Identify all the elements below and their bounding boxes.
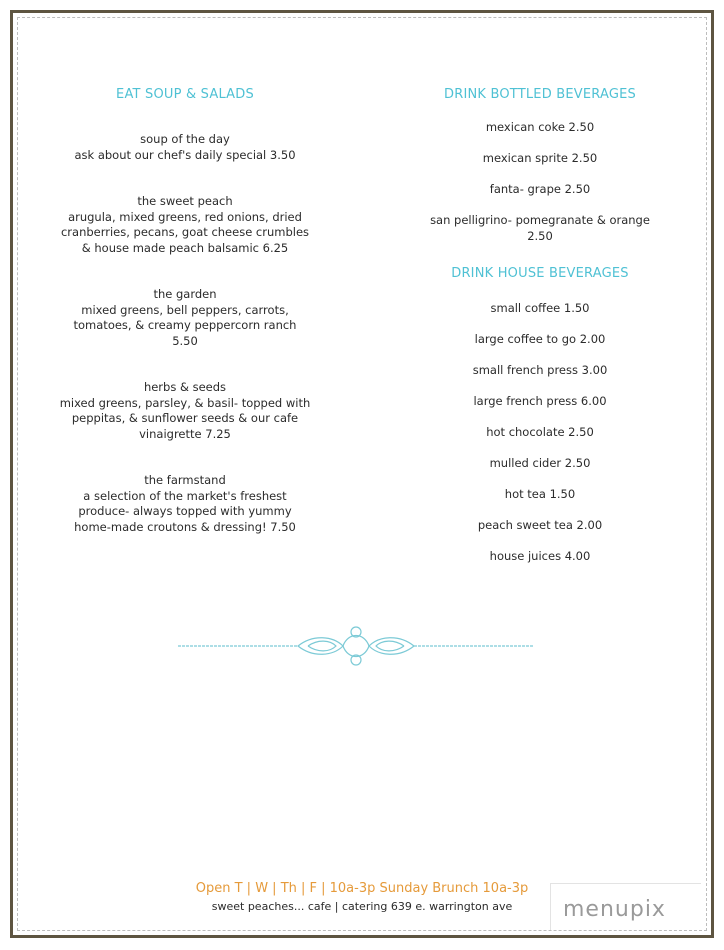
menu-item [40,194,330,256]
menu-item [400,363,680,379]
menu-item-detail: 2.50 [527,228,553,243]
menu-item-title: soup of the day [140,132,230,146]
menu-item [400,518,680,534]
menu-item-detail: mixed greens, parsley, & basil- topped with [59,395,311,410]
menu-item [400,151,680,167]
soups-salads-column [40,87,330,535]
menu-item [400,213,680,244]
menu-item [400,549,680,565]
menu-item-detail: a selection of the market's freshest [83,488,287,503]
menu-item-title: small french press 3.00 [472,363,608,377]
menu-item-detail: mixed greens, bell peppers, carrots, [81,302,289,317]
menu-item [40,380,330,442]
menu-item-title: fanta- grape 2.50 [489,182,591,196]
menu-item-title: small coffee 1.50 [490,301,590,315]
menu-item [400,394,680,410]
menu-item-title: the farmstand [144,473,226,487]
menu-item-title: peach sweet tea 2.00 [477,518,603,532]
menu-item-title: the sweet peach [137,194,233,208]
menu-item-detail: tomatoes, & creamy peppercorn ranch [73,318,297,332]
watermark-text: menupix [563,897,666,922]
menu-item-detail: home-made croutons & dressing! 7.50 [74,519,296,534]
menu-item [40,132,330,163]
menu-item-title: mulled cider 2.50 [489,456,591,470]
menu-item-title: mexican coke 2.50 [485,120,595,134]
address-line: sweet peaches... cafe | catering 639 e. warrington ave [211,900,513,913]
house-beverages-list [400,301,680,565]
menu-item [400,120,680,136]
menu-item-detail: ask about our chef's daily special 3.50 [74,147,296,162]
bottled-beverages-heading: DRINK BOTTLED BEVERAGES [444,87,636,102]
menu-item [40,287,330,349]
menu-item [400,332,680,348]
menu-item-title: herbs & seeds [143,380,227,394]
menupix-watermark [550,883,701,930]
menu-item-title: the garden [153,287,217,301]
menu-item [400,301,680,317]
menu-item [400,487,680,503]
menu-item-detail: vinaigrette 7.25 [139,426,231,441]
menu-item-detail: produce- always topped with yummy [78,504,292,518]
soups-salads-heading: EAT SOUP & SALADS [116,87,254,102]
menu-item-title: mexican sprite 2.50 [482,151,598,165]
menu-item [400,182,680,198]
menu-item-detail: arugula, mixed greens, red onions, dried [68,209,302,224]
menu-item-title: san pelligrino- pomegranate & orange [430,213,650,227]
menu-item-title: large french press 6.00 [473,394,607,408]
menu-item-title: house juices 4.00 [489,549,591,563]
beverages-column [400,87,680,565]
menu-item-detail: cranberries, pecans, goat cheese crumbles [60,225,310,239]
menu-item [40,473,330,535]
bottled-beverages-list [400,120,680,244]
menu-item-detail: & house made peach balsamic 6.25 [81,240,289,255]
flourish-divider-icon [178,624,534,668]
menu-item-detail: 5.50 [172,333,198,348]
house-beverages-heading: DRINK HOUSE BEVERAGES [451,266,629,281]
menu-item-title: large coffee to go 2.00 [474,332,606,346]
hours-line: Open T | W | Th | F | 10a-3p Sunday Brunch 10a-3p [195,881,529,896]
soups-salads-list [40,132,330,535]
menu-item-title: hot tea 1.50 [504,487,576,501]
menu-item [400,456,680,472]
menu-item-detail: peppitas, & sunflower seeds & our cafe [71,411,299,425]
menu-item [400,425,680,441]
menu-item-title: hot chocolate 2.50 [486,425,594,439]
